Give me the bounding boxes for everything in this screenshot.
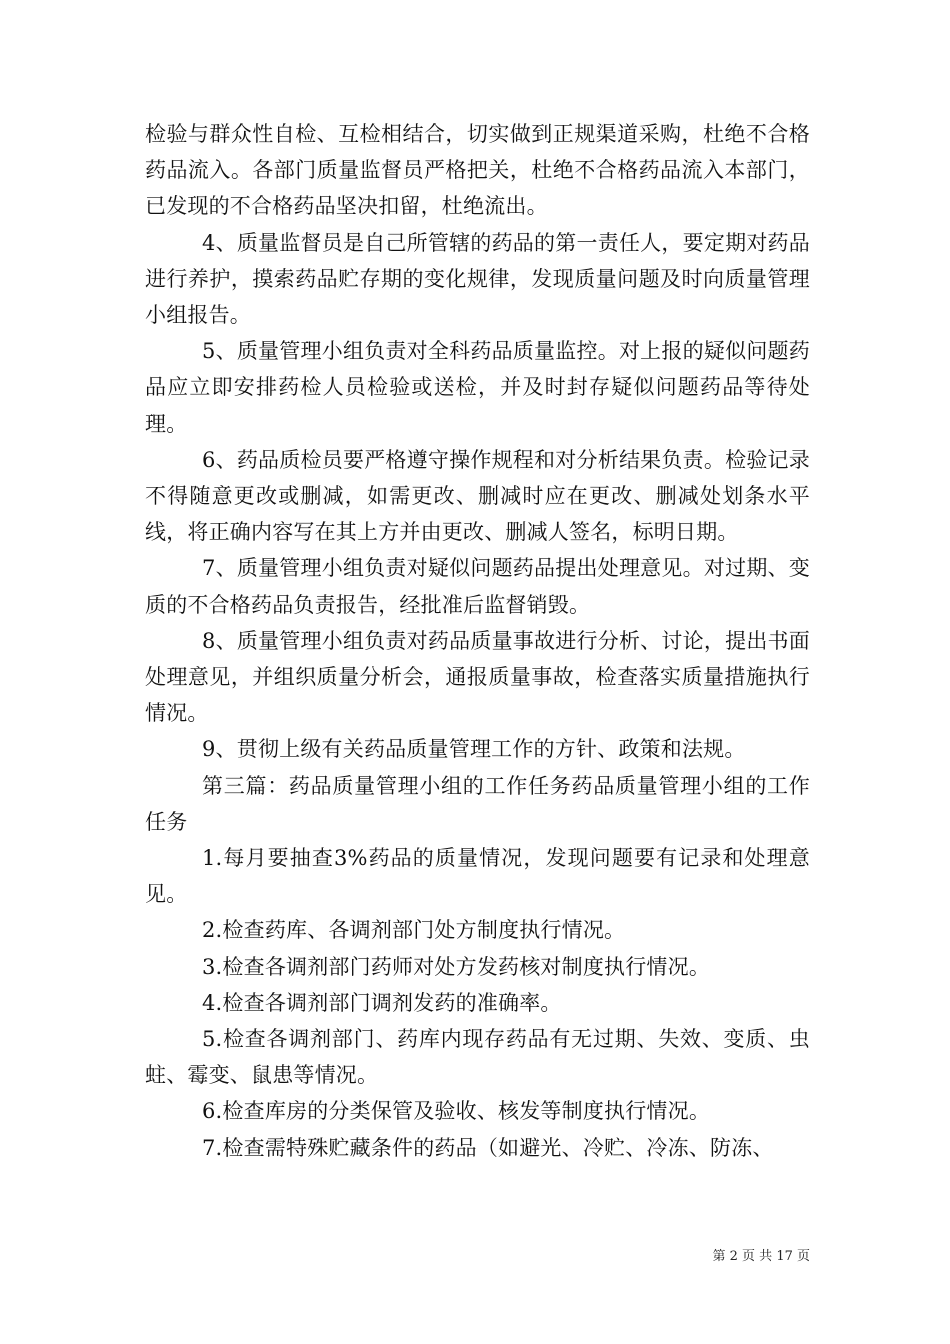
paragraph-item-9: 9、贯彻上级有关药品质量管理工作的方针、政策和法规。: [202, 737, 746, 762]
page-footer: [660, 1245, 810, 1264]
task-item-5: 5.检查各调剂部门、药库内现存药品有无过期、失效、变质、虫蛀、霉变、鼠患等情况。: [145, 1027, 810, 1088]
task-item-7: 7.检查需特殊贮藏条件的药品（如避光、冷贮、冷冻、防冻、: [202, 1135, 774, 1160]
section-heading: 第三篇：药品质量管理小组的工作任务药品质量管理小组的工作任务: [145, 773, 810, 834]
paragraph-item-4: 4、质量监督员是自己所管辖的药品的第一责任人，要定期对药品进行养护，摸索药品贮存期的变化规律，发现质量问题及时向质量管理小组报告。: [145, 230, 810, 328]
paragraph-item-8: 8、质量管理小组负责对药品质量事故进行分析、讨论，提出书面处理意见，并组织质量分析会，通报质量事故，检查落实质量措施执行情况。: [145, 628, 810, 726]
document-body: [145, 116, 810, 1166]
task-item-3: 3.检查各调剂部门药师对处方发药核对制度执行情况。: [202, 954, 711, 979]
task-item-1: 1.每月要抽查3%药品的质量情况，发现问题要有记录和处理意见。: [145, 846, 810, 907]
task-item-4: 4.检查各调剂部门调剂发药的准确率。: [202, 990, 562, 1015]
paragraph-item-6: 6、药品质检员要严格遵守操作规程和对分析结果负责。检验记录不得随意更改或删减，如需更改、删减时应在更改、删减处划条水平线，将正确内容写在其上方并由更改、删减人签名，标明日期。: [145, 447, 810, 545]
paragraph-intro: 检验与群众性自检、互检相结合，切实做到正规渠道采购，杜绝不合格药品流入。各部门质量监督员严格把关，杜绝不合格药品流入本部门，已发现的不合格药品坚决扣留，杜绝流出。: [145, 122, 810, 219]
task-item-6: 6.检查库房的分类保管及验收、核发等制度执行情况。: [202, 1099, 711, 1124]
paragraph-item-5: 5、质量管理小组负责对全科药品质量监控。对上报的疑似问题药品应立即安排药检人员检验或送检，并及时封存疑似问题药品等待处理。: [145, 339, 810, 436]
page-number-label: 第 2 页 共 17 页: [712, 1249, 810, 1264]
paragraph-item-7: 7、质量管理小组负责对疑似问题药品提出处理意见。对过期、变质的不合格药品负责报告，经批准后监督销毁。: [145, 556, 810, 617]
task-item-2: 2.检查药库、各调剂部门处方制度执行情况。: [202, 918, 626, 943]
